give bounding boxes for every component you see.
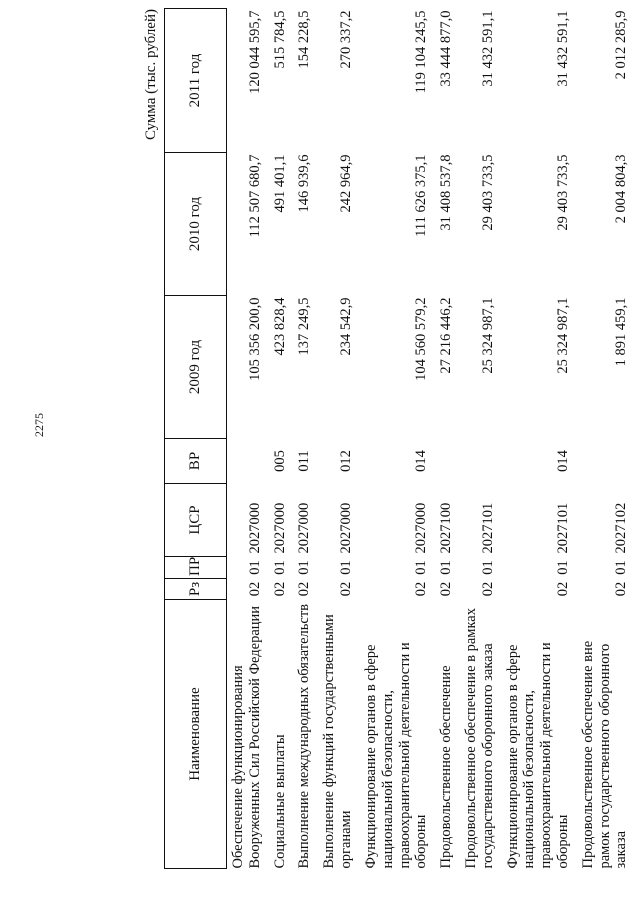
row-name: Продовольственное обеспечение: [438, 665, 455, 869]
row-2010: 111 626 375,1: [413, 154, 430, 237]
header-2010: 2010 год: [165, 153, 227, 296]
row-pr: 01: [438, 560, 455, 575]
row-pr: 01: [338, 560, 355, 575]
row-2009: 234 542,9: [338, 297, 355, 356]
budget-table-rotated-page: [143, 9, 638, 869]
row-2009: 423 828,4: [271, 297, 288, 356]
table-row: [269, 9, 294, 869]
header-csr: ЦСР: [165, 484, 227, 557]
row-2010: 242 964,9: [338, 154, 355, 213]
header-pr: ПР: [165, 557, 227, 579]
row-name: Функционирование органов в сфере национальной безопасности, правоохранительной деятельности и обороны: [362, 642, 430, 869]
row-2011: 515 784,5: [271, 10, 288, 69]
row-csr: 2027000: [271, 502, 288, 554]
row-pr: 01: [613, 560, 630, 575]
row-2009: 25 324 987,1: [555, 297, 571, 374]
row-csr: 2027000: [413, 502, 430, 554]
table-row: [227, 9, 269, 869]
row-2011: 270 337,2: [338, 10, 355, 69]
row-2009: 137 249,5: [296, 297, 313, 356]
row-2011: 154 228,5: [296, 10, 313, 69]
row-pr: 01: [296, 560, 313, 575]
row-rz: 02: [271, 581, 288, 597]
row-name: Продовольственное обеспечение вне рамок государственного оборонного заказа: [579, 640, 630, 869]
row-rz: 02: [338, 581, 355, 597]
row-name: Обеспечение функционирования Вооруженных Сил Российской Федерации: [230, 605, 263, 869]
row-pr: 01: [555, 560, 571, 575]
table-row: [460, 9, 502, 869]
row-2011: 119 104 245,5: [413, 10, 430, 94]
row-rz: 02: [246, 581, 263, 597]
row-rz: 02: [438, 581, 455, 597]
row-2009: 104 560 579,2: [413, 297, 430, 381]
row-vr: [435, 439, 460, 484]
row-csr: 2027102: [613, 502, 630, 554]
row-2009: 105 356 200,0: [246, 297, 263, 381]
row-rz: 02: [479, 581, 496, 597]
row-name: Функционирование органов в сфере национальной безопасности, правоохранительной деятельности и обороны: [504, 642, 571, 869]
row-rz: 02: [296, 581, 313, 597]
row-name: Продовольственное обеспечение в рамках государственного оборонного заказа: [462, 608, 496, 869]
table-row: [435, 9, 460, 869]
row-pr: 01: [246, 560, 263, 575]
row-2011: 2 012 285,9: [613, 10, 630, 80]
row-vr: 005: [271, 450, 288, 472]
page-number: 2275: [32, 413, 46, 437]
row-pr: 01: [271, 560, 288, 575]
row-2009: 1 891 459,1: [613, 297, 630, 367]
row-vr: [227, 439, 269, 484]
row-2010: 31 408 537,8: [438, 154, 455, 231]
header-2009: 2009 год: [165, 296, 227, 439]
header-vr: ВР: [165, 439, 227, 484]
row-2010: 491 401,1: [271, 154, 288, 213]
row-rz: 02: [555, 581, 571, 597]
row-csr: 2027000: [338, 502, 355, 554]
row-2010: 29 403 733,5: [555, 154, 571, 231]
row-2009: 25 324 987,1: [479, 297, 496, 374]
table-row: [502, 9, 577, 869]
table-row: [577, 9, 635, 869]
row-2010: 29 403 733,5: [479, 154, 496, 231]
row-pr: 01: [413, 560, 430, 575]
row-2010: 146 939,6: [296, 154, 313, 213]
row-2010: 2 004 804,3: [613, 154, 630, 224]
row-vr: [460, 439, 502, 484]
row-rz: 02: [613, 581, 630, 597]
row-name: Выполнение международных обязательств: [296, 604, 313, 869]
row-2011: 31 432 591,1: [479, 10, 496, 87]
row-2009: 27 216 446,2: [438, 297, 455, 374]
row-vr: 012: [338, 450, 355, 472]
table-header-row: [165, 9, 227, 869]
table-row: [318, 9, 360, 869]
row-2011: 31 432 591,1: [555, 10, 571, 87]
row-name: Выполнение функций государственными органами: [321, 614, 355, 869]
header-rz: Рз: [165, 579, 227, 600]
row-vr: 011: [296, 450, 313, 472]
budget-table: [164, 8, 635, 869]
row-csr: 2027000: [246, 502, 263, 554]
row-2011: 33 444 877,0: [438, 10, 455, 87]
row-vr: [577, 439, 635, 484]
row-csr: 2027000: [296, 502, 313, 554]
row-vr: 014: [413, 450, 430, 472]
row-2011: 120 044 595,7: [246, 10, 263, 94]
unit-note: Сумма (тыс. рублей): [143, 9, 159, 141]
table-row: [360, 9, 435, 869]
row-pr: 01: [479, 560, 496, 575]
row-csr: 2027100: [438, 502, 455, 554]
header-name: Наименование: [165, 600, 227, 869]
table-row: [293, 9, 318, 869]
row-csr: 2027101: [479, 502, 496, 554]
row-name: Социальные выплаты: [271, 734, 288, 869]
row-csr: 2027101: [555, 502, 571, 554]
header-2011: 2011 год: [165, 9, 227, 153]
row-vr: 014: [555, 450, 571, 472]
row-rz: 02: [413, 581, 430, 597]
row-2010: 112 507 680,7: [246, 154, 263, 238]
